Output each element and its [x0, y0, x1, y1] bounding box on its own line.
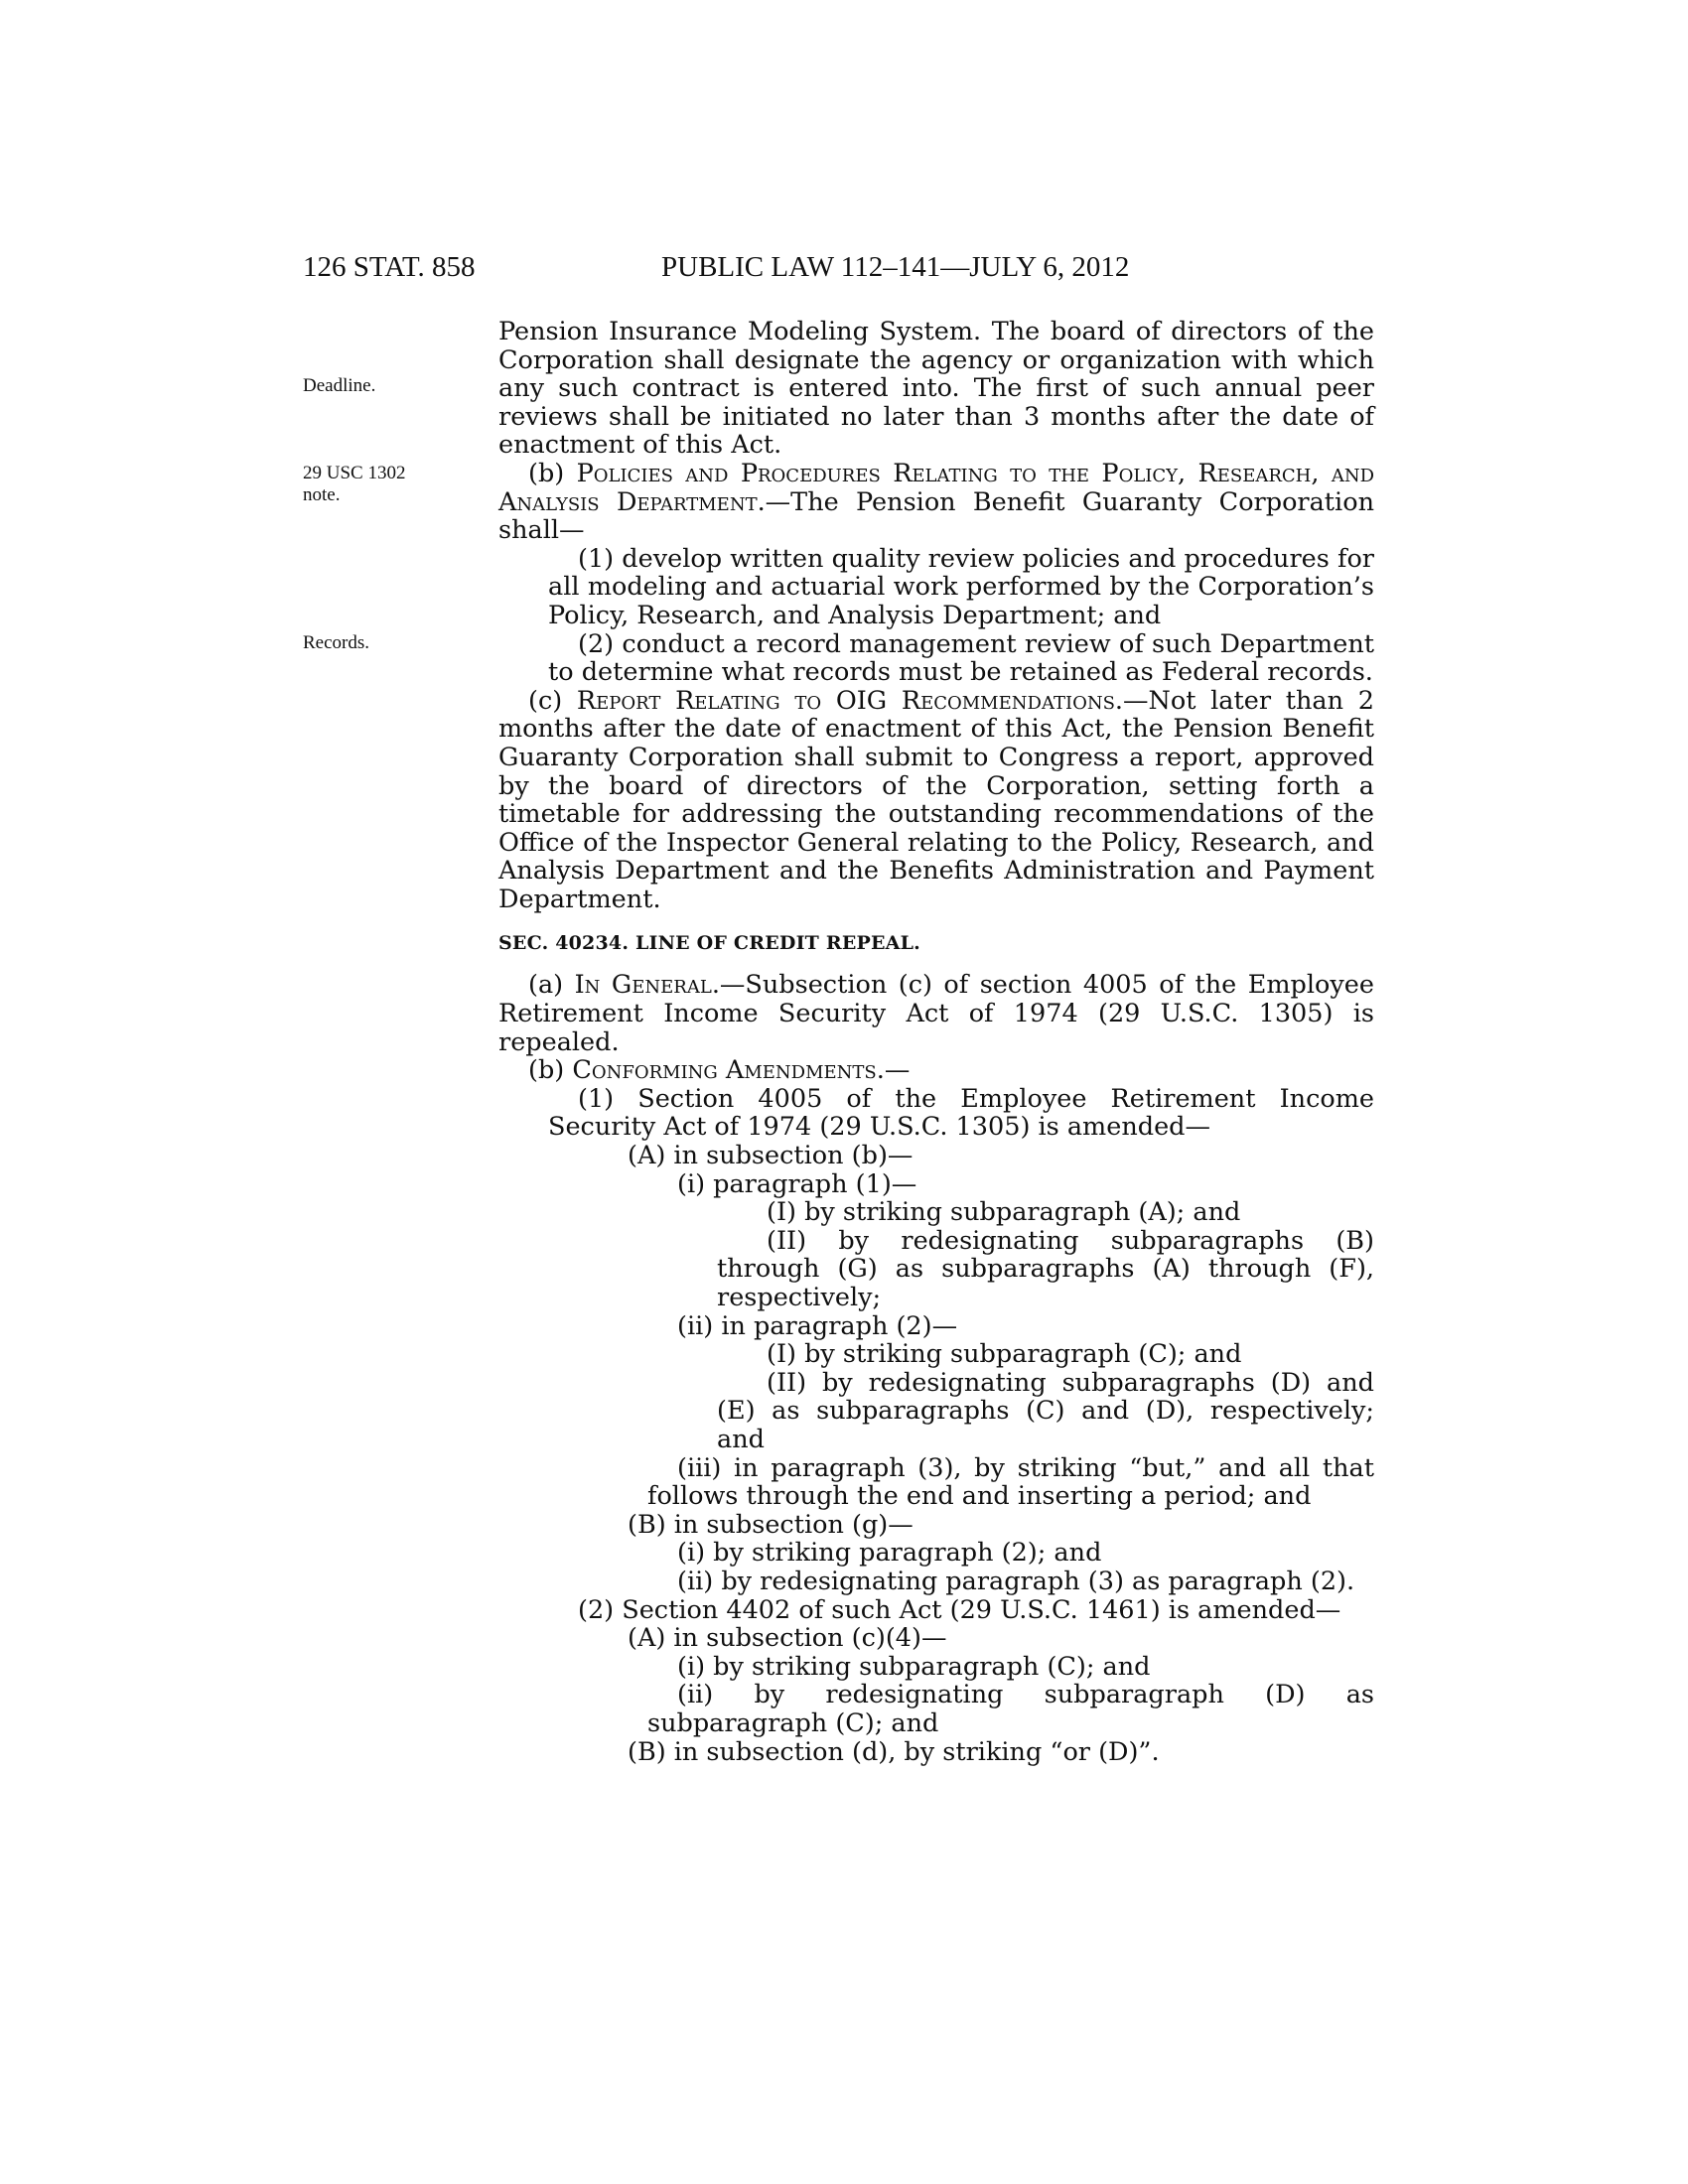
- subsection-b-text: .—The Pension Benefit Guaranty Corporation shall—: [498, 486, 1374, 546]
- section-heading: SEC. 40234. LINE OF CREDIT REPEAL.: [498, 932, 920, 955]
- usc-reference-note: note.: [303, 484, 341, 505]
- margin-note-usc-reference: [303, 463, 452, 506]
- subsection-b-heading: Policies and Procedures Relating to the Policy, Research, and Analysis Department: [498, 458, 1374, 517]
- subsection-conforming-text: .—: [876, 1055, 911, 1086]
- subparagraph-2A: (A) in subsection (c)(4)—: [628, 1623, 947, 1654]
- clause-1Bi: (i) by striking paragraph (2); and: [677, 1538, 1102, 1569]
- clause-2Ai: (i) by striking subparagraph (C); and: [677, 1651, 1151, 1682]
- paragraph-b2: (2) conduct a record management review of such Department to determine what records must be retained as Federal records.: [548, 628, 1374, 688]
- subsection-b-label: (b): [528, 458, 577, 488]
- clause-1Aiii: (iii) in paragraph (3), by striking “but,” and all that follows through the end and inserting a period; and: [647, 1452, 1374, 1512]
- subclause-1AiI: (I) by striking subparagraph (A); and: [767, 1197, 1241, 1228]
- subsection-conforming-heading: Conforming Amendments: [572, 1055, 877, 1086]
- subclause-1AiiI: (I) by striking subparagraph (C); and: [767, 1339, 1242, 1370]
- subsection-a-label: (a): [528, 970, 575, 1001]
- subsection-c-heading: Report Relating to OIG Recommendations: [576, 685, 1115, 716]
- paragraph-2: (2) Section 4402 of such Act (29 U.S.C. 1461) is amended—: [578, 1594, 1341, 1625]
- clause-1Ai: (i) paragraph (1)—: [677, 1168, 917, 1199]
- statute-body: [498, 318, 1374, 1766]
- subsection-a-heading: In General: [574, 970, 712, 1001]
- paragraph-intro: Pension Insurance Modeling System. The board of directors of the Corporation shall designate the agency or organization with which any such contract is entered into. The first of such annual peer reviews shall be initiated no later than 3 months after the date of enactment of this Act.: [498, 317, 1374, 461]
- subclause-1AiiII: (II) by redesignating subparagraphs (D) and (E) as subparagraphs (C) and (D), respectively; and: [717, 1367, 1374, 1454]
- clause-1Bii: (ii) by redesignating paragraph (3) as paragraph (2).: [677, 1566, 1355, 1596]
- clause-1Aii: (ii) in paragraph (2)—: [677, 1310, 958, 1341]
- page-title: PUBLIC LAW 112–141—JULY 6, 2012: [661, 251, 1130, 283]
- subsection-a-text: .—Subsection (c) of section 4005 of the Employee Retirement Income Security Act of 1974 (29 U.S.C. 1305) is repealed.: [498, 970, 1374, 1057]
- subsection-conforming: [498, 1056, 1374, 1085]
- subparagraph-1A: (A) in subsection (b)—: [628, 1141, 914, 1171]
- subclause-1AiII: (II) by redesignating subparagraphs (B) through (G) as subparagraphs (A) through (F), respectively;: [717, 1225, 1374, 1312]
- subparagraph-1B: (B) in subsection (g)—: [628, 1509, 914, 1540]
- subsection-c-label: (c): [528, 685, 577, 716]
- subsection-conforming-label: (b): [528, 1055, 573, 1086]
- subsection-c-text: .—Not later than 2 months after the date of enactment of this Act, the Pension Benefit Guaranty Corporation shall submit to Congress a report, approved by the board of directors of the Corporation, setting forth a timetable for addressing the outstanding recommendations of the Office of the Inspector General relating to the Policy, Research, and Analysis Department and the Benefits Administration and Payment Department.: [498, 685, 1374, 914]
- subparagraph-2B: (B) in subsection (d), by striking “or (D)”.: [628, 1736, 1160, 1767]
- paragraph-1: (1) Section 4005 of the Employee Retirement Income Security Act of 1974 (29 U.S.C. 1305) is amended—: [548, 1083, 1374, 1143]
- margin-note-records: Records.: [303, 632, 370, 653]
- clause-2Aii: (ii) by redesignating subparagraph (D) as subparagraph (C); and: [647, 1680, 1374, 1738]
- subsection-b: [498, 460, 1374, 545]
- margin-note-deadline: Deadline.: [303, 375, 376, 396]
- subsection-a: [498, 971, 1374, 1056]
- paragraph-b1: (1) develop written quality review policies and procedures for all modeling and actuarial work performed by the Corporation’s Policy, Research, and Analysis Department; and: [548, 543, 1374, 630]
- statute-citation: 126 STAT. 858: [303, 251, 476, 283]
- usc-reference-line: 29 USC 1302: [303, 463, 406, 483]
- subsection-c: [498, 687, 1374, 914]
